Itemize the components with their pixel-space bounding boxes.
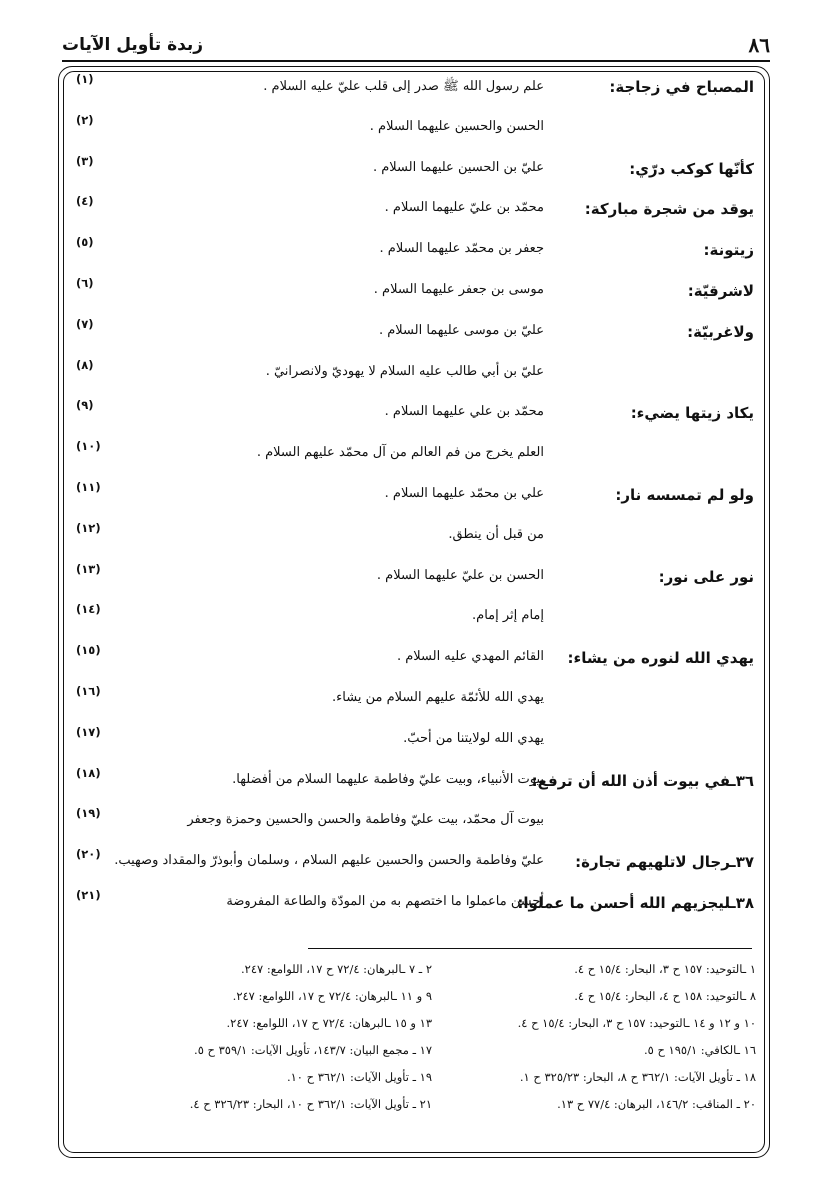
entry-number: (١٤) [76, 602, 101, 617]
footnote-item: ٢١ ـ تأويل الآيات: ٣٦٢/١ ح ١٠، البحار: ٣٢٦/٢٣ ح ٤. [189, 1097, 432, 1111]
entry-number: (٧) [76, 316, 94, 331]
entry-term: كأنّها كوكب درّي: [629, 159, 754, 178]
entry-text: من قبل أن ينطق. [448, 526, 544, 542]
entry-number: (٦) [76, 275, 94, 290]
entry-number: (٤) [76, 194, 94, 209]
entry-term: ٣٨ـليجزيهم الله أحسن ما عملوا: [517, 893, 754, 912]
entry-text: الحسن بن عليّ عليهما السلام . [376, 567, 544, 583]
entry-row [70, 356, 754, 397]
entry-text: بيوت الأنبياء، وبيت عليّ وفاطمة عليهما السلام من أفضلها. [232, 771, 544, 787]
entry-row [70, 886, 754, 927]
entry-term: لاشرقيّة: [687, 281, 754, 300]
footnote-item: ٢٠ ـ المناقب: ١٤٦/٢، البرهان: ٧٧/٤ ح ١٣. [557, 1097, 756, 1111]
footnote-item: ٢ ـ ٧ ـالبرهان: ٧٢/٤ ح ١٧، اللوامع: ٢٤٧. [241, 962, 432, 976]
footnote-item: ٩ و ١١ ـالبرهان: ٧٢/٤ ح ١٧، اللوامع: ٢٤٧. [232, 989, 432, 1003]
entry-text: عليّ بن الحسين عليهما السلام . [372, 159, 544, 175]
entry-number: (٢) [76, 112, 94, 127]
entry-row [70, 682, 754, 723]
entry-row [70, 233, 754, 274]
footnote-divider [308, 948, 752, 949]
entry-term: ولاغربيّة: [687, 322, 754, 341]
entry-text: موسى بن جعفر عليهما السلام . [373, 281, 544, 297]
entry-row [70, 641, 754, 682]
entry-row [70, 519, 754, 560]
entry-number: (١١) [76, 479, 101, 494]
entry-term: نور على نور: [658, 567, 754, 586]
entry-number: (١٣) [76, 561, 101, 576]
entry-row [70, 723, 754, 764]
footnote-item: ٨ ـالتوحيد: ١٥٨ ح ٤، البحار: ١٥/٤ ح ٤. [574, 989, 756, 1003]
entries-list [70, 70, 754, 927]
entry-row [70, 478, 754, 519]
footnote-item: ١ ـالتوحيد: ١٥٧ ح ٣، البحار: ١٥/٤ ح ٤. [574, 962, 756, 976]
entry-number: (١٦) [76, 683, 101, 698]
entry-term: ٣٦ـفي بيوت أذن الله أن ترفع: [531, 771, 754, 790]
entry-row [70, 845, 754, 886]
entry-row [70, 274, 754, 315]
entry-row [70, 396, 754, 437]
entry-text: جعفر بن محمّد عليهما السلام . [379, 241, 544, 257]
entry-term: يوقد من شجرة مباركة: [584, 200, 754, 219]
entry-row [70, 192, 754, 233]
entry-row [70, 70, 754, 111]
entry-row [70, 804, 754, 845]
entry-text: عليّ وفاطمة والحسن والحسين عليهم السلام ، وسلمان وأبوذرّ والمقداد وصهيب. [114, 853, 544, 869]
entry-number: (٢١) [76, 887, 101, 902]
entry-row [70, 152, 754, 193]
entry-text: علم رسول الله ﷺ صدر إلى قلب عليّ عليه السلام . [263, 79, 544, 94]
entry-term: يهدي الله لنوره من يشاء: [567, 649, 754, 668]
entry-text: أحسن ماعملوا ما اختصهم به من المودّة والطاعة المفروضة [226, 893, 544, 909]
entry-text: يهدي الله للأئمّة عليهم السلام من يشاء. [332, 689, 544, 705]
entry-term: زيتونة: [703, 241, 754, 260]
entry-number: (١٨) [76, 765, 101, 780]
entry-number: (١٥) [76, 643, 101, 658]
entry-text: محمّد بن عليّ عليهما السلام . [384, 200, 544, 216]
entry-row [70, 560, 754, 601]
entry-row [70, 437, 754, 478]
entry-number: (١٠) [76, 439, 101, 454]
footnote-item: ١٨ ـ تأويل الآيات: ٣٦٢/١ ح ٨، البحار: ٣٢٥/٢٣ ح ١. [519, 1070, 756, 1084]
entry-text: القائم المهدي عليه السلام . [396, 649, 544, 665]
entry-term: يكاد زيتها يضيء: [630, 404, 754, 423]
entry-text: العلم يخرج من فم العالم من آل محمّد عليهم السلام . [256, 445, 544, 461]
entry-number: (١) [76, 72, 94, 86]
entry-number: (٥) [76, 235, 94, 250]
entry-text: عليّ بن موسى عليهما السلام . [378, 322, 544, 338]
footnote-item: ١٠ و ١٢ و ١٤ ـالتوحيد: ١٥٧ ح ٣، البحار: ١٥/٤ ح ٤. [517, 1016, 756, 1030]
footnote-item: ١٧ ـ مجمع البيان: ١٤٣/٧، تأويل الآيات: ٣٥٩/١ ح ٥. [194, 1043, 432, 1057]
entry-text: محمّد بن علي عليهما السلام . [384, 404, 544, 420]
entry-term: ولو لم تمسسه نار: [615, 485, 754, 504]
entry-text: علي بن محمّد عليهما السلام . [384, 485, 544, 501]
entry-row [70, 315, 754, 356]
entry-term: المصباح في زجاجة: [609, 78, 754, 96]
footnote-item: ١٩ ـ تأويل الآيات: ٣٦٢/١ ح ١٠. [286, 1070, 432, 1084]
page-header [62, 30, 770, 62]
entry-number: (١٩) [76, 806, 101, 821]
entry-number: (٣) [76, 153, 94, 168]
book-title: زبدة تأويل الآيات [62, 35, 204, 55]
entry-number: (١٢) [76, 520, 101, 535]
entry-number: (٨) [76, 357, 94, 372]
entry-text: بيوت آل محمّد، بيت عليّ وفاطمة والحسن والحسين وحمزة وجعفر [187, 812, 544, 828]
footnote-item: ١٣ و ١٥ ـالبرهان: ٧٢/٤ ح ١٧، اللوامع: ٢٤٧. [226, 1016, 432, 1030]
entry-text: الحسن والحسين عليهما السلام . [369, 118, 544, 134]
entry-term: ٣٧ـرجال لاتلهيهم تجارة: [575, 853, 754, 872]
footnotes [128, 958, 756, 1115]
entry-number: (٢٠) [76, 847, 101, 862]
footnote-item: ١٦ ـالكافي: ١٩٥/١ ح ٥. [643, 1043, 756, 1057]
entry-text: يهدي الله لولايتنا من أحبّ. [403, 730, 544, 746]
entry-row [70, 111, 754, 152]
page-number: ٨٦ [748, 33, 770, 57]
entry-text: إمام إثر إمام. [472, 608, 544, 624]
entry-row [70, 600, 754, 641]
entry-text: عليّ بن أبي طالب عليه السلام لا يهوديّ ولانصرانيّ . [265, 363, 544, 379]
entry-row [70, 764, 754, 805]
entry-number: (٩) [76, 398, 94, 413]
entry-number: (١٧) [76, 724, 101, 739]
